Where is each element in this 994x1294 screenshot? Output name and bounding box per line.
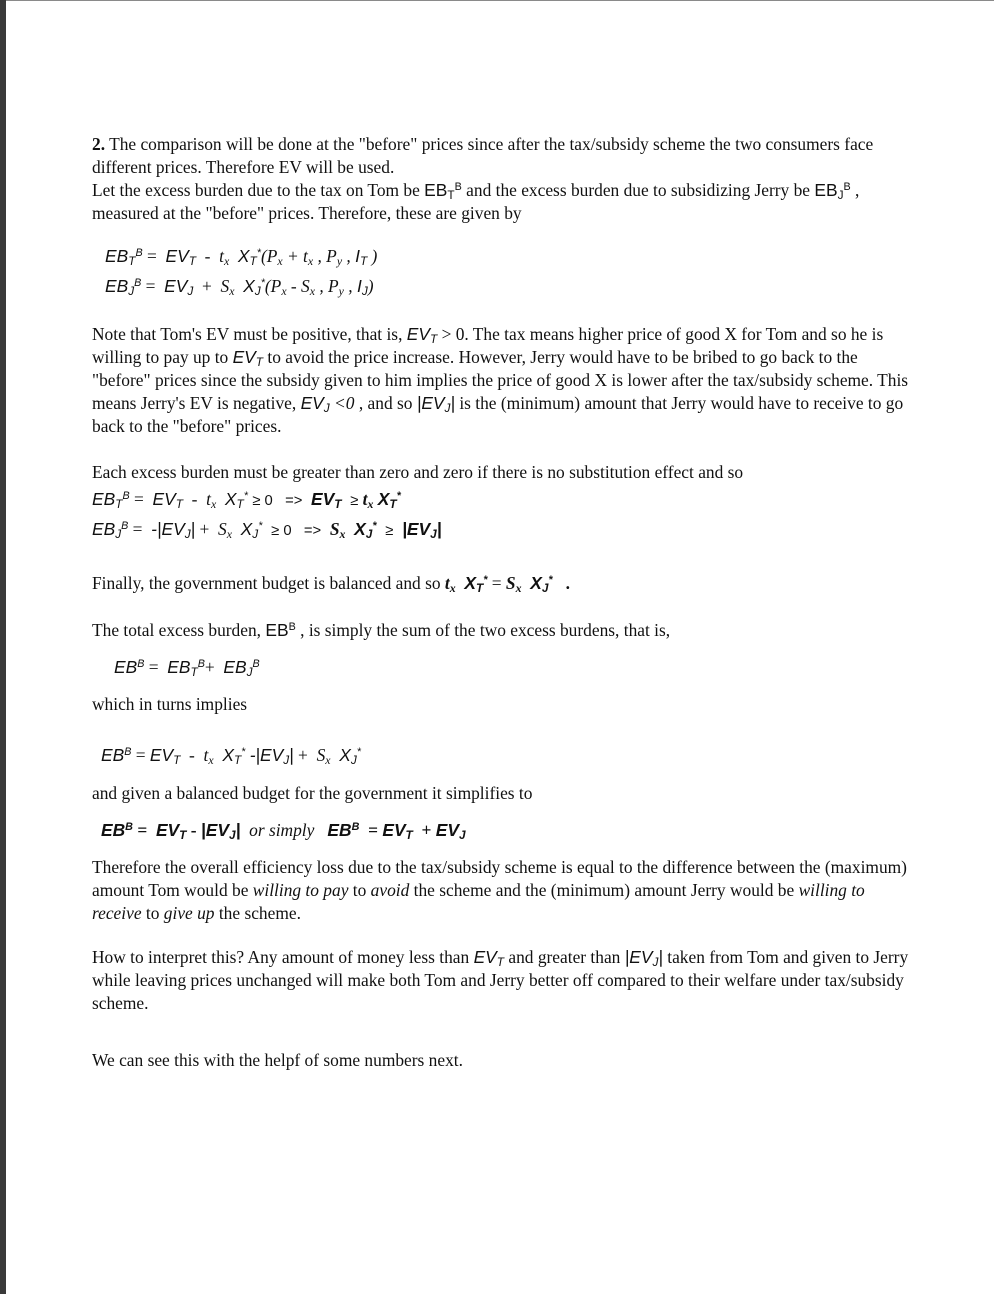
page-left-edge [0,0,6,1294]
paragraph-budget-balance: Finally, the government budget is balanced and so $t_x$ $X_T^* = S_x$ $X_J^*$ . [92,573,571,596]
excess-burden-definition: Let the excess burden due to the tax on Tom be $EB_T^B$ and the excess burden due to subsidizing Jerry be $EB_J^B$ , measured at the "before" prices. Therefore, these are given by [92,180,860,223]
paragraph-implies: which in turns implies [92,694,248,714]
inequality-tom: $EB_T^B = EV_T - t_x$ $X_T^* \ge 0 => EV_T \ge t_x$ $X_T^*$ [92,489,401,512]
section-number: 2. [92,134,106,154]
intro-text: The comparison will be done at the "before" prices since after the tax/subsidy scheme the two consumers face different prices. Therefore EV will be used. [92,134,874,177]
page-top-edge [6,0,994,1]
equation-eb-tom: $EB_T^B = EV_T - t_x$ $X_T^*(P_x + t_x$ , $P_y$ , $I_T$ ) [105,246,378,269]
paragraph-simplifies: and given a balanced budget for the government it simplifies to [92,783,533,803]
equation-simplified: $EB^B = EV_T - |EV_J|$ or simply $EB^B = EV_T + EV_J$ [101,820,466,843]
symbol-eb-j: $EB_J^B$ [814,180,851,203]
inequality-jerry: $EB_J^B = -|EV_J| + S_x$ $X_J^* \ge 0 => S_x$ $X_J^* \ge |EV_J|$ [92,519,442,542]
symbol-eb-t: $EB_T^B$ [424,180,462,203]
paragraph-intro [92,133,912,225]
paragraph-next: We can see this with the helpf of some numbers next. [92,1050,463,1070]
paragraph-substitution: Each excess burden must be greater than zero and zero if there is no substitution effect and so [92,462,744,482]
paragraph-interpretation: How to interpret this? Any amount of money less than $EV_T$ and greater than $|EV_J|$ taken from Tom and given to Jerry while leaving prices unchanged will make both Tom and Jerry better off compared to their welfare under tax/subsidy scheme. [92,947,909,1013]
paragraph-ev-sign: Note that Tom's EV must be positive, that is, $EV_T > 0$. The tax means higher price of good X for Tom and so he is willing to pay up to $EV_T$ to avoid the price increase. However, Jerry would have to be bribed to go back to the "before" prices since the subsidy given to him implies the price of good X is lower after the tax/subsidy scheme. This means Jerry's EV is negative, $EV_J <0$ , and so $|EV_J|$ is the (minimum) amount that Jerry would have to receive to go back to the "before" prices. [92,324,909,436]
equation-total-expanded: $EB^B = EV_T - t_x$ $X_T^*$ $-|EV_J| + S_x$ $X_J^*$ [101,745,361,768]
equation-eb-jerry: $EB_J^B = EV_J + S_x$ $X_J^*(P_x - S_x$ , $P_y$ , $I_J$) [105,276,374,299]
equation-total-sum: $EB^B = EB_T^B+ EB_J^B$ [114,657,260,680]
paragraph-efficiency-loss: Therefore the overall efficiency loss due to the tax/subsidy scheme is equal to the difference between the (maximum) amount Tom would be willing to pay to avoid the scheme and the (minimum) amount Jerry would be willing to receive to give up the scheme. [92,857,907,923]
paragraph-total-burden: The total excess burden, $EB^B$ , is simply the sum of the two excess burdens, that is, [92,620,671,640]
